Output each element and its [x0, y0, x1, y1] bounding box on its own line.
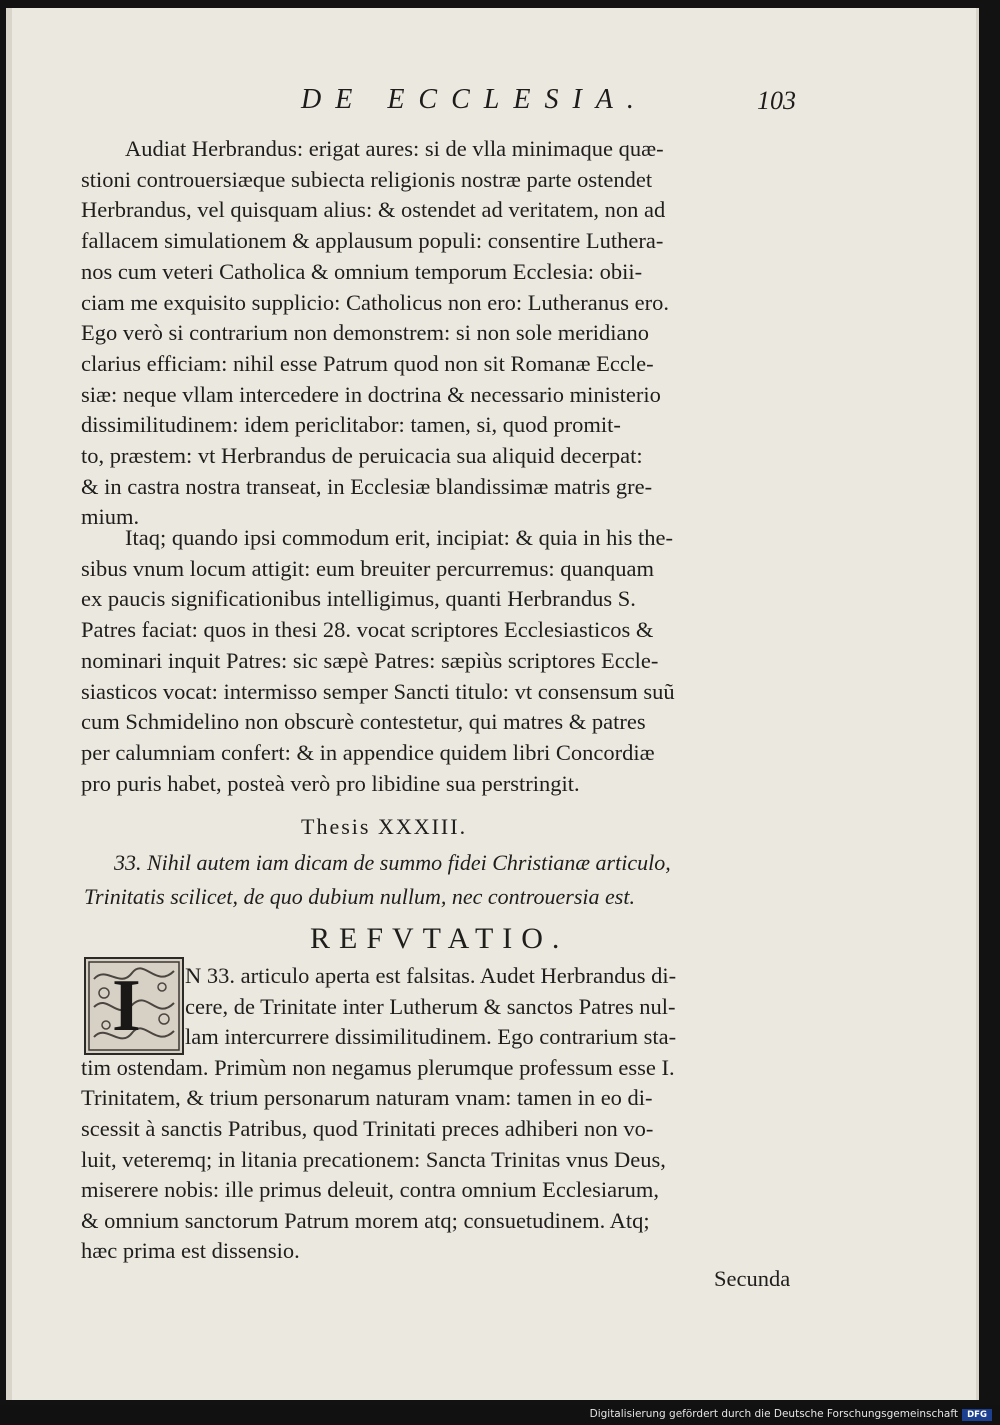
page-header	[6, 84, 976, 124]
refutatio-text	[81, 961, 826, 1267]
page-gutter	[6, 8, 12, 1400]
text-line: N 33. articulo aperta est falsitas. Audet Herbrandus di-	[185, 963, 677, 988]
text-line: dissimilitudinem: idem periclitabor: tamen, si, quod promit-	[81, 412, 621, 438]
text-line: sibus vnum locum attigit: eum breuiter percurremus: quanquam	[81, 555, 654, 581]
text-line: nominari inquit Patres: sic sæpè Patres: sæpiùs scriptores Eccle-	[81, 647, 659, 673]
text-line: tim ostendam. Primùm non negamus plerumque professum esse I.	[81, 1054, 675, 1080]
text-line: mium.	[81, 504, 140, 530]
text-line: cum Schmidelino non obscurè contestetur, qui matres & patres	[81, 709, 646, 735]
thesis-line: Trinitatis scilicet, de quo dubium nullum, nec controuersia est.	[84, 884, 635, 909]
text-line: per calumniam confert: & in appendice quidem libri Concordiæ	[81, 739, 655, 765]
text-line: & omnium sanctorum Patrum morem atq; consuetudinem. Atq;	[81, 1207, 650, 1233]
text-line: fallacem simulationem & applausum populi: consentire Luthera-	[81, 228, 664, 254]
text-line: siæ: neque vllam intercedere in doctrina & necessario ministerio	[81, 381, 661, 407]
text-line: Itaq; quando ipsi commodum erit, incipiat: & quia in his the-	[125, 525, 674, 550]
text-line: luit, veteremq; in litania precationem: Sancta Trinitas vnus Deus,	[81, 1146, 666, 1172]
text-line: miserere nobis: ille primus deleuit, contra omnium Ecclesiarum,	[81, 1177, 659, 1203]
initial-letter: I	[112, 965, 141, 1047]
paragraph-2	[81, 523, 821, 799]
text-line: nos cum veteri Catholica & omnium temporum Ecclesia: obii-	[81, 258, 643, 284]
text-line: Herbrandus, vel quisquam alius: & ostendet ad veritatem, non ad	[81, 197, 666, 223]
thesis-heading: Thesis XXXIII.	[301, 814, 468, 839]
text-line: Patres faciat: quos in thesi 28. vocat scriptores Ecclesiasticos &	[81, 617, 654, 643]
text-line: & in castra nostra transeat, in Ecclesiæ blandissimæ matris gre-	[81, 473, 653, 499]
thesis-text	[84, 846, 824, 914]
text-line: lam intercurrere dissimilitudinem. Ego contrarium sta-	[185, 1024, 677, 1050]
thesis-line: 33. Nihil autem iam dicam de summo fidei Christianæ articulo,	[114, 850, 671, 875]
text-line: siasticos vocat: intermisso semper Sancti titulo: vt consensum suũ	[81, 678, 675, 704]
paragraph-1	[81, 134, 821, 533]
text-line: ex paucis significationibus intelligimus, quanti Herbrandus S.	[81, 586, 636, 612]
text-line: cere, de Trinitate inter Lutherum & sanctos Patres nul-	[185, 993, 676, 1019]
text-line: clarius efficiam: nihil esse Patrum quod non sit Romanæ Eccle-	[81, 350, 654, 376]
dfg-logo: DFG	[962, 1409, 992, 1421]
text-line: Ego verò si contrarium non demonstrem: si non sole meridiano	[81, 320, 650, 346]
text-line: to, præstem: vt Herbrandus de peruicacia sua aliquid decerpat:	[81, 443, 643, 469]
funding-credit: Digitalisierung gefördert durch die Deutsche Forschungsgemeinschaft	[589, 1408, 958, 1420]
text-line: Trinitatem, & trium personarum naturam vnam: tamen in eo di-	[81, 1085, 653, 1111]
text-line: Audiat Herbrandus: erigat aures: si de vlla minimaque quæ-	[125, 136, 664, 161]
text-line: hæc prima est dissensio.	[81, 1238, 300, 1264]
text-line: pro puris habet, posteà verò pro libidine sua perstringit.	[81, 770, 580, 796]
footer-bar	[0, 1405, 1000, 1425]
book-page	[6, 8, 979, 1400]
page-number: 103	[757, 86, 796, 115]
text-line: scessit à sanctis Patribus, quod Trinitati preces adhiberi non vo-	[81, 1115, 654, 1141]
running-title: DE ECCLESIA.	[301, 84, 648, 115]
refutatio-heading: REFVTATIO.	[310, 922, 569, 955]
catchword: Secunda	[714, 1266, 791, 1291]
text-line: ciam me exquisito supplicio: Catholicus non ero: Lutheranus ero.	[81, 289, 669, 315]
text-line: stioni controuersiæque subiecta religionis nostræ parte ostendet	[81, 166, 653, 192]
